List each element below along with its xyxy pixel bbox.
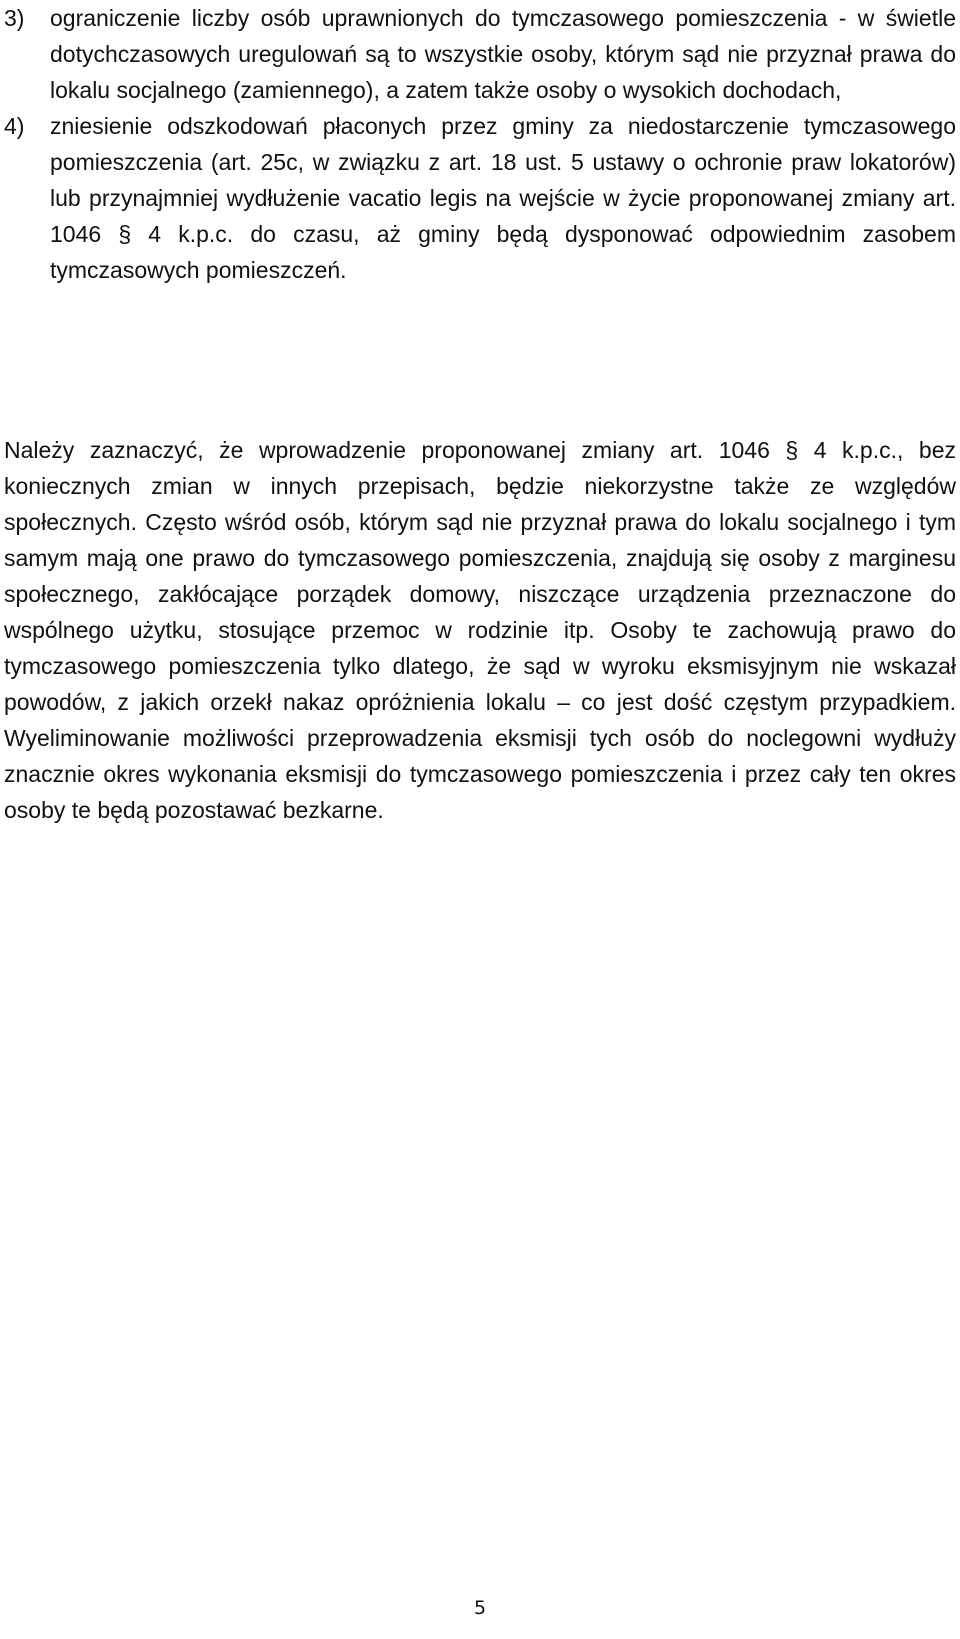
body-paragraph — [4, 432, 956, 828]
list-item-text: zniesienie odszkodowań płaconych przez gminy za niedostarczenie tymczasowego pomieszczenia (art. 25c, w związku z art. 18 ust. 5 ustawy o ochronie praw lokatorów) lub przynajmniej wydłużenie vacatio legis na wejście w życie proponowanej zmiany art. 1046 § 4 k.p.c. do czasu, aż gminy będą dysponować odpowiednim zasobem tymczasowych pomieszczeń. — [50, 113, 956, 283]
paragraph-sentence: Często wśród osób, którym sąd nie przyznał prawa do lokalu socjalnego i tym samym mają one prawo do tymczasowego pomieszczenia, znajdują się osoby z marginesu społecznego, zakłócające porządek domowy, niszczące urządzenia przeznaczone do wspólnego użytku, stosujące przemoc w rodzinie itp. — [4, 509, 957, 643]
list-item-number: 3) — [4, 5, 25, 31]
list-item-text: ograniczenie liczby osób uprawnionych do tymczasowego pomieszczenia - w świetle dotychczasowych uregulowań są to wszystkie osoby, którym sąd nie przyznał prawa do lokalu socjalnego (zamiennego), a zatem także osoby o wysokich dochodach, — [50, 5, 956, 103]
numbered-list — [4, 0, 956, 288]
list-item-number: 4) — [4, 113, 25, 139]
list-item — [4, 108, 956, 288]
page-number: 5 — [473, 1597, 487, 1619]
paragraph-sentence: Osoby te zachowują prawo do tymczasowego pomieszczenia tylko dlatego, że sąd w wyroku eksmisyjnym nie wskazał powodów, z jakich orzekł nakaz opróżnienia lokalu – co jest dość częstym przypadkiem. — [4, 617, 957, 715]
paragraph-sentence: Należy zaznaczyć, że wprowadzenie proponowanej zmiany art. 1046 § 4 k.p.c., bez koniecznych zmian w innych przepisach, będzie niekorzystne także ze względów społecznych. — [4, 437, 956, 535]
list-item — [4, 0, 956, 108]
paragraph-sentence: Wyeliminowanie możliwości przeprowadzenia eksmisji tych osób do noclegowni wydłuży znacznie okres wykonania eksmisji do tymczasowego pomieszczenia i przez cały ten okres osoby te będą pozostawać bezkarne. — [4, 725, 956, 823]
